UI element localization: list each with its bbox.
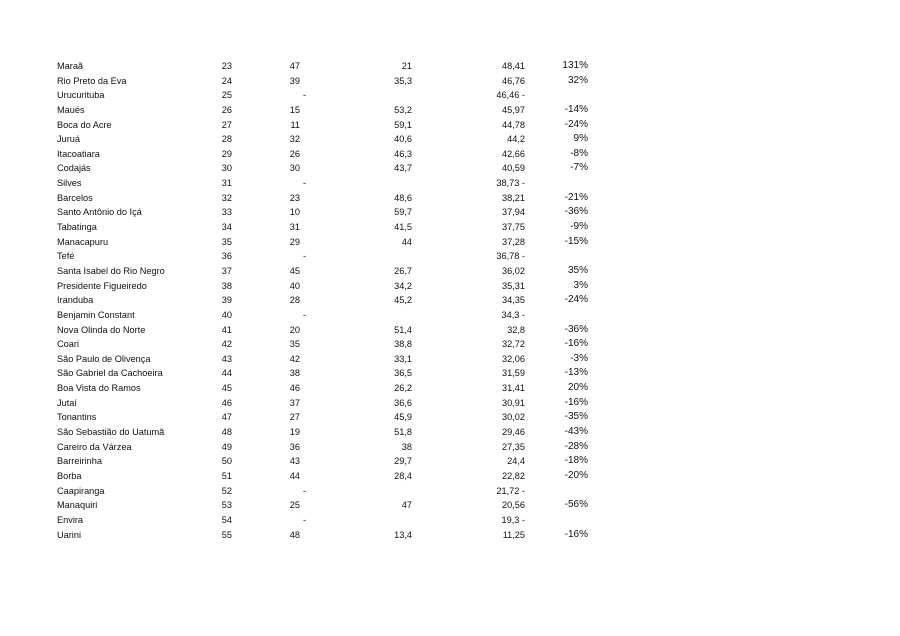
value-c-cell: 34,3 - — [501, 309, 525, 320]
rank-cell: 52 — [221, 485, 232, 496]
value-b-cell: 48,6 — [394, 192, 412, 203]
value-a-cell: 19 — [289, 427, 300, 438]
percent-change-cell: -8% — [570, 147, 588, 159]
rank-cell: 34 — [221, 222, 232, 233]
municipality-cell: Rio Preto da Eva — [57, 75, 127, 86]
value-b-cell: 40,6 — [394, 134, 412, 145]
rank-cell: 26 — [221, 104, 232, 115]
rank-cell: 47 — [221, 412, 232, 423]
percent-change-cell: -7% — [570, 162, 588, 174]
rank-cell: 46 — [221, 397, 232, 408]
municipality-cell: Manacapuru — [57, 236, 109, 247]
percent-change-cell: 3% — [573, 279, 588, 291]
percent-change-cell: 131% — [562, 60, 588, 71]
value-c-cell: 19,3 - — [501, 514, 525, 525]
municipality-cell: Caapiranga — [57, 485, 105, 496]
value-a-cell: 38 — [289, 368, 300, 379]
value-b-cell: 38,8 — [394, 339, 412, 350]
rank-cell: 55 — [221, 529, 232, 540]
table-row — [0, 235, 900, 250]
table-row — [0, 454, 900, 469]
municipality-cell: São Gabriel da Cachoeira — [57, 368, 163, 379]
table-row — [0, 528, 900, 543]
value-c-cell: 36,78 - — [496, 251, 525, 262]
table-row — [0, 381, 900, 396]
rank-cell: 32 — [221, 192, 232, 203]
value-a-cell: 47 — [289, 61, 300, 71]
municipality-cell: Barreirinha — [57, 456, 102, 467]
municipality-cell: Santa Isabel do Rio Negro — [57, 265, 165, 276]
value-c-cell: 35,31 — [502, 280, 525, 291]
table-row — [0, 249, 900, 264]
table-row — [0, 308, 900, 323]
rank-cell: 25 — [221, 90, 232, 101]
value-c-cell: 21,72 - — [496, 485, 525, 496]
municipality-cell: Tonantins — [57, 412, 97, 423]
table-row — [0, 366, 900, 381]
value-a-cell: - — [303, 251, 307, 262]
value-a-cell: 42 — [289, 353, 300, 364]
table-row — [0, 205, 900, 220]
percent-change-cell: -18% — [564, 455, 588, 467]
value-b-cell: 59,7 — [394, 207, 412, 218]
value-b-cell: 41,5 — [394, 222, 412, 233]
rank-cell: 23 — [221, 61, 232, 71]
municipality-cell: São Sebastião do Uatumã — [57, 427, 165, 438]
table-row — [0, 88, 900, 103]
rank-cell: 42 — [221, 339, 232, 350]
municipality-cell: Itacoatiara — [57, 148, 100, 159]
value-a-cell: 28 — [289, 295, 300, 306]
value-b-cell: 38 — [401, 441, 412, 452]
percent-change-cell: -36% — [564, 206, 588, 218]
value-a-cell: 15 — [289, 104, 300, 115]
municipality-cell: Codajás — [57, 163, 91, 174]
percent-change-cell: 32% — [567, 74, 588, 86]
value-c-cell: 30,02 — [502, 412, 525, 423]
percent-change-cell: -16% — [564, 338, 588, 350]
value-a-cell: 45 — [289, 265, 300, 276]
value-c-cell: 44,2 — [507, 134, 525, 145]
value-a-cell: 44 — [289, 470, 300, 481]
value-a-cell: - — [303, 514, 307, 525]
table-row — [0, 440, 900, 455]
value-b-cell: 47 — [401, 500, 412, 511]
value-c-cell: 11,25 — [502, 529, 525, 540]
table-row — [0, 191, 900, 206]
rank-cell: 40 — [221, 309, 232, 320]
rank-cell: 24 — [221, 75, 232, 86]
value-b-cell: 44 — [401, 236, 412, 247]
rank-cell: 48 — [221, 427, 232, 438]
value-a-cell: 37 — [289, 397, 300, 408]
rank-cell: 45 — [221, 383, 232, 394]
value-c-cell: 30,91 — [502, 397, 525, 408]
table-row — [0, 498, 900, 513]
table-row — [0, 469, 900, 484]
value-c-cell: 40,59 — [502, 163, 525, 174]
municipality-cell: Coari — [57, 339, 79, 350]
value-a-cell: 23 — [289, 192, 300, 203]
table-row — [0, 352, 900, 367]
value-b-cell: 43,7 — [394, 163, 412, 174]
rank-cell: 43 — [221, 353, 232, 364]
value-b-cell: 51,4 — [394, 324, 412, 335]
value-c-cell: 22,82 — [502, 470, 525, 481]
value-c-cell: 31,59 — [502, 368, 525, 379]
value-c-cell: 32,06 — [502, 353, 525, 364]
value-a-cell: 27 — [289, 412, 300, 423]
value-b-cell: 21 — [401, 61, 412, 71]
table-row — [0, 59, 900, 74]
rank-cell: 30 — [221, 163, 232, 174]
table-row — [0, 118, 900, 133]
value-c-cell: 45,97 — [502, 104, 525, 115]
percent-change-cell: -24% — [564, 294, 588, 306]
value-b-cell: 59,1 — [394, 119, 412, 130]
value-b-cell: 28,4 — [394, 470, 412, 481]
value-c-cell: 38,73 - — [496, 178, 525, 189]
table-row — [0, 279, 900, 294]
value-a-cell: 29 — [289, 236, 300, 247]
municipality-cell: Tabatinga — [57, 222, 97, 233]
value-a-cell: 30 — [289, 163, 300, 174]
municipality-cell: Urucurituba — [57, 90, 105, 101]
value-a-cell: 39 — [289, 75, 300, 86]
rank-cell: 54 — [221, 514, 232, 525]
value-a-cell: 43 — [289, 456, 300, 467]
table-row — [0, 396, 900, 411]
value-c-cell: 46,76 — [502, 75, 525, 86]
percent-change-cell: -28% — [564, 440, 588, 452]
value-b-cell: 33,1 — [394, 353, 412, 364]
value-a-cell: - — [303, 309, 307, 320]
value-a-cell: - — [303, 178, 307, 189]
value-c-cell: 44,78 — [502, 119, 525, 130]
municipality-cell: Manaquiri — [57, 500, 98, 511]
table-row — [0, 410, 900, 425]
value-a-cell: 36 — [289, 441, 300, 452]
rank-cell: 33 — [221, 207, 232, 218]
value-a-cell: - — [303, 90, 307, 101]
municipality-cell: Barcelos — [57, 192, 93, 203]
value-c-cell: 37,75 — [502, 222, 525, 233]
percent-change-cell: -35% — [564, 411, 588, 423]
table-row — [0, 484, 900, 499]
percent-change-cell: -15% — [564, 235, 588, 247]
table-row — [0, 132, 900, 147]
value-c-cell: 42,66 — [502, 148, 525, 159]
value-c-cell: 48,41 — [502, 61, 525, 71]
value-b-cell: 13,4 — [394, 529, 412, 540]
percent-change-cell: 35% — [567, 264, 588, 276]
value-b-cell: 34,2 — [394, 280, 412, 291]
value-c-cell: 38,21 — [502, 192, 525, 203]
value-c-cell: 32,8 — [507, 324, 525, 335]
rank-cell: 37 — [221, 265, 232, 276]
percent-change-cell: -21% — [564, 191, 588, 203]
table-row — [0, 513, 900, 528]
table-row — [0, 425, 900, 440]
rank-cell: 28 — [221, 134, 232, 145]
value-c-cell: 29,46 — [502, 427, 525, 438]
value-b-cell: 45,9 — [394, 412, 412, 423]
table-row — [0, 220, 900, 235]
municipality-cell: Boa Vista do Ramos — [57, 383, 141, 394]
municipality-cell: Santo Antônio do Içá — [57, 207, 142, 218]
percent-change-cell: -3% — [570, 352, 588, 364]
value-c-cell: 36,02 — [502, 265, 525, 276]
value-a-cell: 25 — [289, 500, 300, 511]
municipality-cell: Juruá — [57, 134, 80, 145]
value-c-cell: 20,56 — [502, 500, 525, 511]
value-a-cell: 31 — [289, 222, 300, 233]
municipality-cell: Uarini — [57, 529, 81, 540]
value-a-cell: 48 — [289, 529, 300, 540]
value-b-cell: 36,5 — [394, 368, 412, 379]
table-row — [0, 323, 900, 338]
municipality-cell: Maués — [57, 104, 85, 115]
percent-change-cell: -14% — [564, 103, 588, 115]
value-c-cell: 46,46 - — [496, 90, 525, 101]
value-a-cell: 10 — [289, 207, 300, 218]
rank-cell: 41 — [221, 324, 232, 335]
value-a-cell: 11 — [290, 119, 300, 130]
percent-change-cell: -9% — [570, 221, 588, 233]
percent-change-cell: -13% — [564, 367, 588, 379]
value-a-cell: 40 — [289, 280, 300, 291]
percent-change-cell: -16% — [564, 528, 588, 540]
percent-change-cell: 20% — [567, 382, 588, 394]
rank-cell: 27 — [221, 119, 232, 130]
value-c-cell: 37,94 — [502, 207, 525, 218]
municipality-cell: Envira — [57, 514, 84, 525]
municipality-cell: Iranduba — [57, 295, 94, 306]
municipality-cell: Boca do Acre — [57, 119, 112, 130]
value-b-cell: 53,2 — [394, 104, 412, 115]
value-b-cell: 26,7 — [394, 265, 412, 276]
percent-change-cell: -36% — [564, 323, 588, 335]
table-row — [0, 161, 900, 176]
value-b-cell: 46,3 — [394, 148, 412, 159]
rank-cell: 35 — [221, 236, 232, 247]
table-row — [0, 74, 900, 89]
municipality-cell: Maraã — [57, 61, 84, 71]
table-row — [0, 337, 900, 352]
municipality-cell: Benjamin Constant — [57, 309, 135, 320]
rank-cell: 39 — [221, 295, 232, 306]
value-c-cell: 27,35 — [502, 441, 525, 452]
value-a-cell: - — [303, 485, 307, 496]
municipality-cell: Silves — [57, 178, 82, 189]
municipality-cell: Borba — [57, 470, 82, 481]
percent-change-cell: -20% — [564, 469, 588, 481]
data-table — [0, 59, 900, 542]
percent-change-cell: -43% — [564, 426, 588, 438]
municipality-cell: São Paulo de Olivença — [57, 353, 151, 364]
value-a-cell: 46 — [289, 383, 300, 394]
rank-cell: 53 — [221, 500, 232, 511]
table-row — [0, 176, 900, 191]
value-c-cell: 37,28 — [502, 236, 525, 247]
percent-change-cell: -24% — [564, 118, 588, 130]
municipality-cell: Jutaí — [57, 397, 77, 408]
value-c-cell: 34,35 — [502, 295, 525, 306]
value-b-cell: 45,2 — [394, 295, 412, 306]
table-row — [0, 147, 900, 162]
table-row — [0, 264, 900, 279]
rank-cell: 49 — [221, 441, 232, 452]
value-b-cell: 26,2 — [394, 383, 412, 394]
municipality-cell: Tefé — [57, 251, 75, 262]
rank-cell: 44 — [221, 368, 232, 379]
value-b-cell: 51,8 — [394, 427, 412, 438]
value-c-cell: 24,4 — [507, 456, 525, 467]
percent-change-cell: -56% — [564, 499, 588, 511]
value-a-cell: 26 — [289, 148, 300, 159]
value-a-cell: 20 — [289, 324, 300, 335]
value-b-cell: 35,3 — [394, 75, 412, 86]
value-a-cell: 35 — [289, 339, 300, 350]
rank-cell: 31 — [221, 178, 232, 189]
rank-cell: 38 — [221, 280, 232, 291]
rank-cell: 29 — [221, 148, 232, 159]
rank-cell: 36 — [221, 251, 232, 262]
rank-cell: 50 — [221, 456, 232, 467]
table-row — [0, 103, 900, 118]
value-c-cell: 32,72 — [502, 339, 525, 350]
percent-change-cell: 9% — [573, 133, 588, 145]
table-row — [0, 293, 900, 308]
value-b-cell: 36,6 — [394, 397, 412, 408]
value-c-cell: 31,41 — [502, 383, 525, 394]
rank-cell: 51 — [221, 470, 232, 481]
value-b-cell: 29,7 — [394, 456, 412, 467]
municipality-cell: Nova Olinda do Norte — [57, 324, 146, 335]
percent-change-cell: -16% — [564, 396, 588, 408]
municipality-cell: Presidente Figueiredo — [57, 280, 147, 291]
value-a-cell: 32 — [289, 134, 300, 145]
municipality-cell: Careiro da Várzea — [57, 441, 132, 452]
